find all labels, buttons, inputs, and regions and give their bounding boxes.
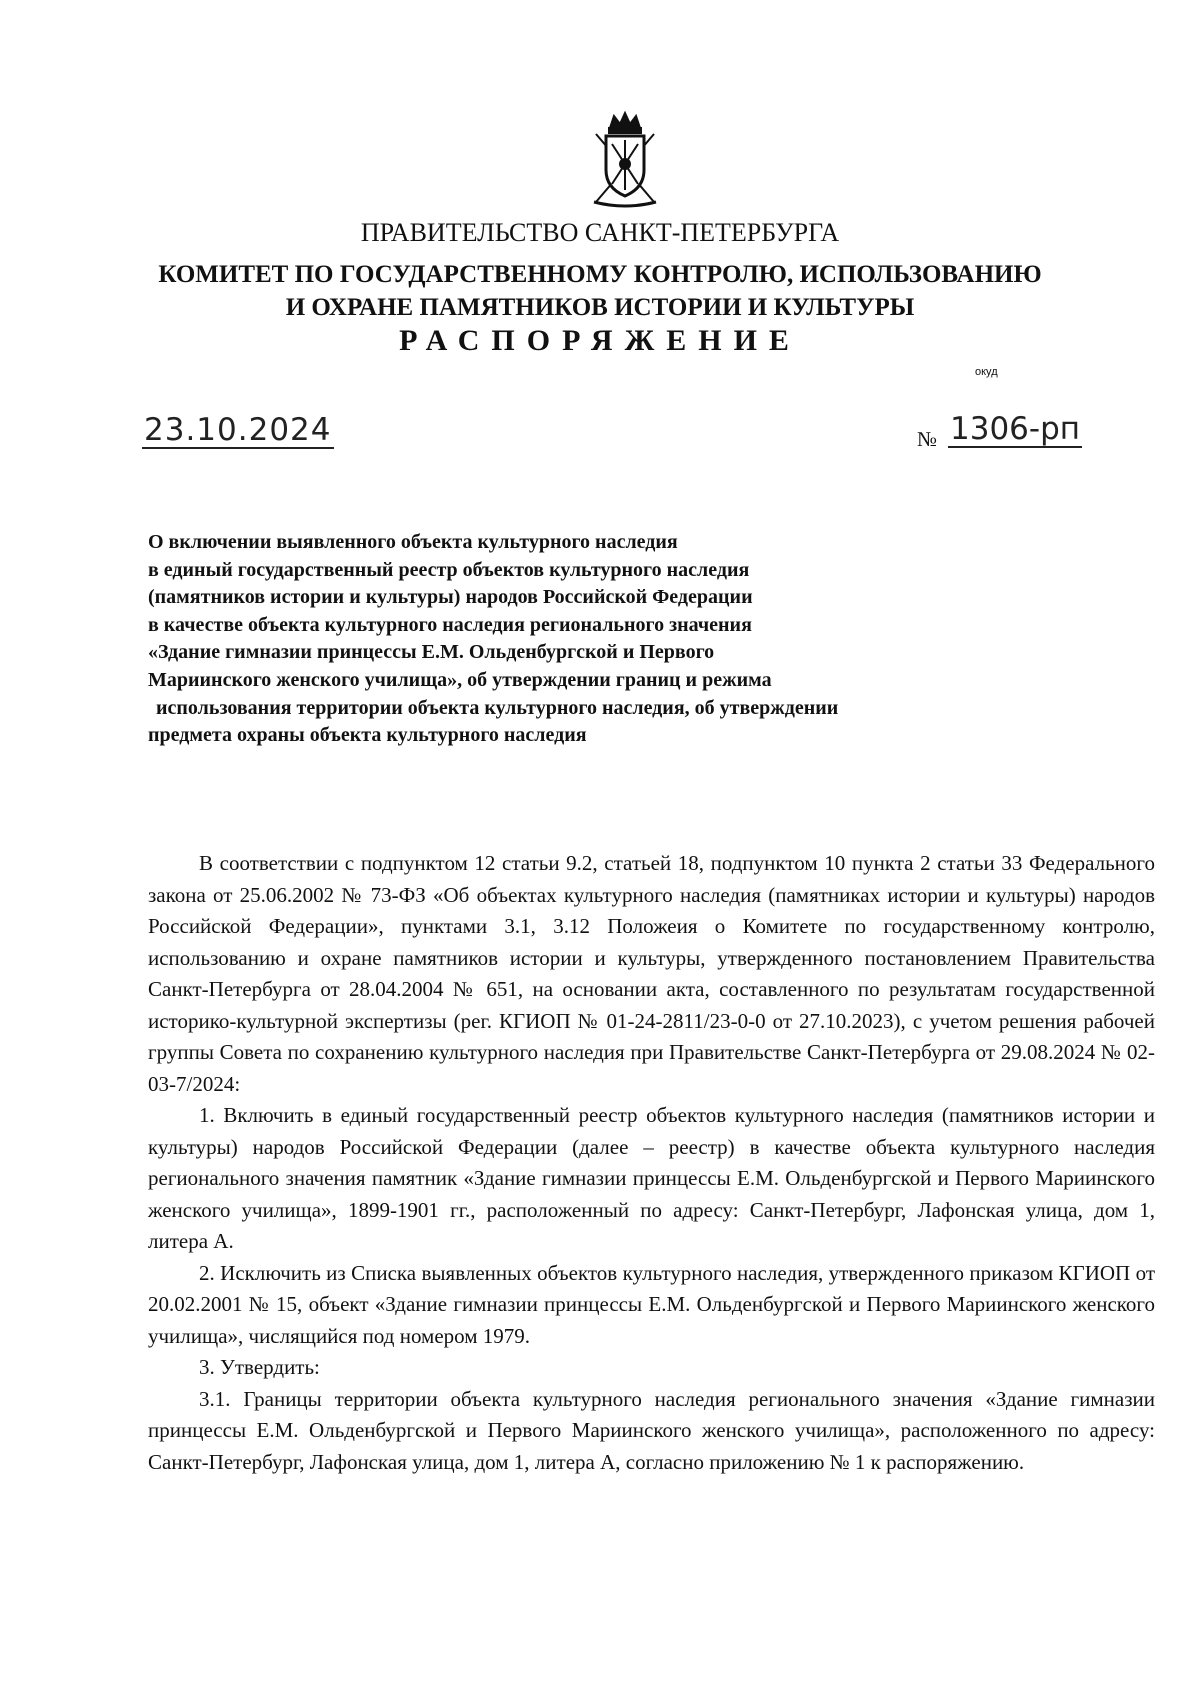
title-line: (памятников истории и культуры) народов Российской Федерации: [148, 586, 753, 609]
item-3-paragraph: 3. Утвердить:: [199, 1355, 320, 1379]
item-3-1-paragraph: 3.1. Границы территории объекта культурного наследия регионального значения «Здание гимназии принцессы Е.М. Ольденбургской и Первого Мариинского женского училища», расположенного по адресу: Санкт-Петербург, Лафонская улица, дом 1, литера А, согласно приложению № 1 к распоряжению.: [148, 1386, 1155, 1474]
title-line: в качестве объекта культурного наследия регионального значения: [148, 613, 752, 636]
preamble-paragraph: В соответствии с подпунктом 12 статьи 9.2, статьей 18, подпунктом 10 пункта 2 статьи 33 Федерального закона от 25.06.2002 № 73-ФЗ «Об объектах культурного наследия (памятниках истории и культуры) народов Российской Федерации», пунктами 3.1, 3.12 Положеия о Комитете по государственному контролю, использованию и охране памятников истории и культуры, утвержденного постановлением Правительства Санкт-Петербурга от 28.04.2004 № 651, на основании акта, составленного по результатам государственной историко-культурной экспертизы (рег. КГИОП № 01-24-2811/23-0-0 от 27.10.2023), с учетом решения рабочей группы Совета по сохранению культурного наследия при Правительстве Санкт-Петербурга от 29.08.2024 № 02-03-7/2024:: [148, 851, 1155, 1096]
title-line: «Здание гимназии принцессы Е.М. Ольденбургской и Первого: [148, 641, 715, 664]
committee-line-2: И ОХРАНЕ ПАМЯТНИКОВ ИСТОРИИ И КУЛЬТУРЫ: [285, 294, 915, 321]
number-label: №: [917, 427, 938, 451]
title-line: предмета охраны объекта культурного наследия: [148, 724, 587, 747]
title-line: О включении выявленного объекта культурного наследия: [148, 531, 678, 553]
coat-of-arms-emblem: [576, 110, 674, 210]
item-1-paragraph: 1. Включить в единый государственный реестр объектов культурного наследия (памятников истории и культуры) народов Российской Федерации (далее – реестр) в качестве объекта культурного наследия регионального значения памятник «Здание гимназии принцессы Е.М. Ольденбургской и Первого Мариинского женского училища», 1899-1901 гг., расположенный по адресу: Санкт-Петербург, Лафонская улица, дом 1, литера А.: [148, 1103, 1155, 1253]
okud-label: окуд: [975, 366, 998, 378]
title-line: в единый государственный реестр объектов культурного наследия: [148, 558, 750, 581]
document-type: РАСПОРЯЖЕНИЕ: [399, 324, 801, 357]
document-title: [148, 529, 1028, 750]
document-number: 1306-рп: [950, 411, 1081, 447]
document-body: [148, 848, 1155, 1478]
title-line: использования территории объекта культурного наследия, об утверждении: [156, 696, 839, 719]
committee-name: [0, 258, 1200, 324]
committee-line-1: КОМИТЕТ ПО ГОСУДАРСТВЕННОМУ КОНТРОЛЮ, ИСПОЛЬЗОВАНИЮ: [158, 261, 1042, 288]
title-line: Мариинского женского училища», об утверждении границ и режима: [148, 668, 772, 691]
item-2-paragraph: 2. Исключить из Списка выявленных объектов культурного наследия, утвержденного приказом КГИОП от 20.02.2001 № 15, объект «Здание гимназии принцессы Е.М. Ольденбургской и Первого Мариинского женского училища», числящийся под номером 1979.: [148, 1260, 1155, 1348]
document-date: 23.10.2024: [144, 412, 332, 448]
government-name: ПРАВИТЕЛЬСТВО САНКТ-ПЕТЕРБУРГА: [360, 218, 840, 247]
